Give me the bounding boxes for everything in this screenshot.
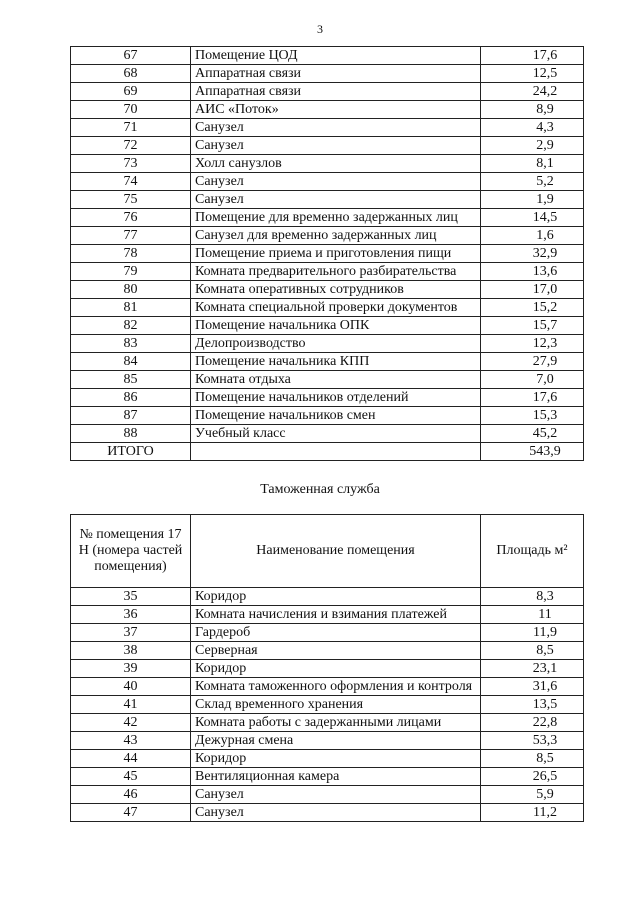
room-number: 46 (71, 786, 191, 804)
table-row (71, 353, 584, 371)
room-number: 43 (71, 732, 191, 750)
room-name: Делопроизводство (191, 335, 481, 353)
room-name: Аппаратная связи (191, 83, 481, 101)
page-number: 3 (317, 22, 323, 36)
room-area: 8,9 (481, 101, 584, 119)
table-row (71, 335, 584, 353)
room-area: 8,3 (481, 588, 584, 606)
room-name: Санузел (191, 119, 481, 137)
room-name: Холл санузлов (191, 155, 481, 173)
room-area: 32,9 (481, 245, 584, 263)
room-number: 80 (71, 281, 191, 299)
room-area: 7,0 (481, 371, 584, 389)
room-number: 38 (71, 642, 191, 660)
room-area: 1,6 (481, 227, 584, 245)
section-title: Таможенная служба (260, 482, 380, 497)
room-name: Санузел (191, 137, 481, 155)
table-row (71, 660, 584, 678)
total-empty-cell (191, 443, 481, 461)
room-number: 77 (71, 227, 191, 245)
room-name: Комната предварительного разбирательства (191, 263, 481, 281)
table-row (71, 696, 584, 714)
room-area: 8,5 (481, 750, 584, 768)
room-name: Коридор (191, 588, 481, 606)
table-row (71, 263, 584, 281)
room-name: Санузел для временно задержанных лиц (191, 227, 481, 245)
room-area: 2,9 (481, 137, 584, 155)
room-number: 84 (71, 353, 191, 371)
room-area: 12,3 (481, 335, 584, 353)
room-name: Гардероб (191, 624, 481, 642)
room-area: 23,1 (481, 660, 584, 678)
room-name: Санузел (191, 804, 481, 822)
table-row (71, 299, 584, 317)
room-name: Помещение приема и приготовления пищи (191, 245, 481, 263)
room-number: 35 (71, 588, 191, 606)
table-row (71, 624, 584, 642)
room-number: 85 (71, 371, 191, 389)
room-area: 13,5 (481, 696, 584, 714)
room-area: 5,2 (481, 173, 584, 191)
room-name: Склад временного хранения (191, 696, 481, 714)
room-name: Комната отдыха (191, 371, 481, 389)
rooms-table-1-body (71, 47, 584, 461)
room-area: 26,5 (481, 768, 584, 786)
room-area: 27,9 (481, 353, 584, 371)
table-row (71, 750, 584, 768)
table-row (71, 642, 584, 660)
room-number: 40 (71, 678, 191, 696)
room-area: 53,3 (481, 732, 584, 750)
room-number: 88 (71, 425, 191, 443)
table-row (71, 606, 584, 624)
table-row (71, 281, 584, 299)
table-row (71, 119, 584, 137)
table-row (71, 47, 584, 65)
table-row (71, 804, 584, 822)
table-row (71, 101, 584, 119)
table-row (71, 317, 584, 335)
room-area: 4,3 (481, 119, 584, 137)
room-name: Коридор (191, 750, 481, 768)
total-label: ИТОГО (71, 443, 191, 461)
table-row (71, 173, 584, 191)
room-number: 37 (71, 624, 191, 642)
room-number: 47 (71, 804, 191, 822)
room-name: Помещение ЦОД (191, 47, 481, 65)
table-row (71, 209, 584, 227)
room-area: 11 (481, 606, 584, 624)
room-name: Санузел (191, 786, 481, 804)
room-name: Санузел (191, 191, 481, 209)
room-area: 15,3 (481, 407, 584, 425)
table-row (71, 732, 584, 750)
table-row (71, 588, 584, 606)
room-name: Комната работы с задержанными лицами (191, 714, 481, 732)
table-row (71, 786, 584, 804)
room-area: 17,6 (481, 47, 584, 65)
room-number: 73 (71, 155, 191, 173)
room-number: 71 (71, 119, 191, 137)
room-number: 39 (71, 660, 191, 678)
table-row (71, 191, 584, 209)
room-name: Коридор (191, 660, 481, 678)
table-header-row (71, 515, 584, 588)
room-number: 44 (71, 750, 191, 768)
table-row (71, 155, 584, 173)
room-area: 8,5 (481, 642, 584, 660)
room-area: 12,5 (481, 65, 584, 83)
room-name: Аппаратная связи (191, 65, 481, 83)
table-row (71, 768, 584, 786)
total-row (71, 443, 584, 461)
room-area: 11,9 (481, 624, 584, 642)
table-row (71, 678, 584, 696)
room-name: Серверная (191, 642, 481, 660)
table-row (71, 389, 584, 407)
room-number: 78 (71, 245, 191, 263)
table-row (71, 407, 584, 425)
room-name: Вентиляционная камера (191, 768, 481, 786)
room-name: Учебный класс (191, 425, 481, 443)
room-name: Помещение начальника КПП (191, 353, 481, 371)
room-area: 14,5 (481, 209, 584, 227)
room-area: 13,6 (481, 263, 584, 281)
room-number: 79 (71, 263, 191, 281)
table-row (71, 425, 584, 443)
room-area: 24,2 (481, 83, 584, 101)
room-area: 31,6 (481, 678, 584, 696)
header-room-name: Наименование помещения (191, 515, 481, 588)
room-area: 15,7 (481, 317, 584, 335)
table-row (71, 245, 584, 263)
room-name: Комната оперативных сотрудников (191, 281, 481, 299)
room-number: 45 (71, 768, 191, 786)
room-area: 22,8 (481, 714, 584, 732)
table-row (71, 83, 584, 101)
room-number: 41 (71, 696, 191, 714)
room-area: 11,2 (481, 804, 584, 822)
room-area: 17,0 (481, 281, 584, 299)
room-number: 72 (71, 137, 191, 155)
rooms-table-2 (70, 514, 584, 822)
room-name: Комната начисления и взимания платежей (191, 606, 481, 624)
room-number: 70 (71, 101, 191, 119)
room-name: Помещение начальников отделений (191, 389, 481, 407)
rooms-table-1 (70, 46, 584, 461)
room-name: Дежурная смена (191, 732, 481, 750)
room-number: 68 (71, 65, 191, 83)
room-name: Помещение начальников смен (191, 407, 481, 425)
room-number: 36 (71, 606, 191, 624)
room-number: 82 (71, 317, 191, 335)
room-name: АИС «Поток» (191, 101, 481, 119)
room-number: 81 (71, 299, 191, 317)
room-number: 76 (71, 209, 191, 227)
room-number: 42 (71, 714, 191, 732)
room-number: 75 (71, 191, 191, 209)
rooms-table-2-body (71, 588, 584, 822)
room-number: 83 (71, 335, 191, 353)
room-number: 67 (71, 47, 191, 65)
room-name: Санузел (191, 173, 481, 191)
total-area: 543,9 (481, 443, 584, 461)
table-row (71, 371, 584, 389)
room-area: 15,2 (481, 299, 584, 317)
room-name: Помещение для временно задержанных лиц (191, 209, 481, 227)
room-number: 86 (71, 389, 191, 407)
room-area: 45,2 (481, 425, 584, 443)
room-name: Помещение начальника ОПК (191, 317, 481, 335)
room-area: 1,9 (481, 191, 584, 209)
room-name: Комната таможенного оформления и контроля (191, 678, 481, 696)
table-row (71, 65, 584, 83)
room-name: Комната специальной проверки документов (191, 299, 481, 317)
header-room-area: Площадь м² (481, 515, 584, 588)
room-number: 87 (71, 407, 191, 425)
header-room-number: № помещения 17 Н (номера частей помещения) (71, 515, 191, 588)
table-row (71, 714, 584, 732)
room-number: 74 (71, 173, 191, 191)
room-area: 17,6 (481, 389, 584, 407)
table-row (71, 227, 584, 245)
room-area: 5,9 (481, 786, 584, 804)
room-area: 8,1 (481, 155, 584, 173)
table-row (71, 137, 584, 155)
room-number: 69 (71, 83, 191, 101)
